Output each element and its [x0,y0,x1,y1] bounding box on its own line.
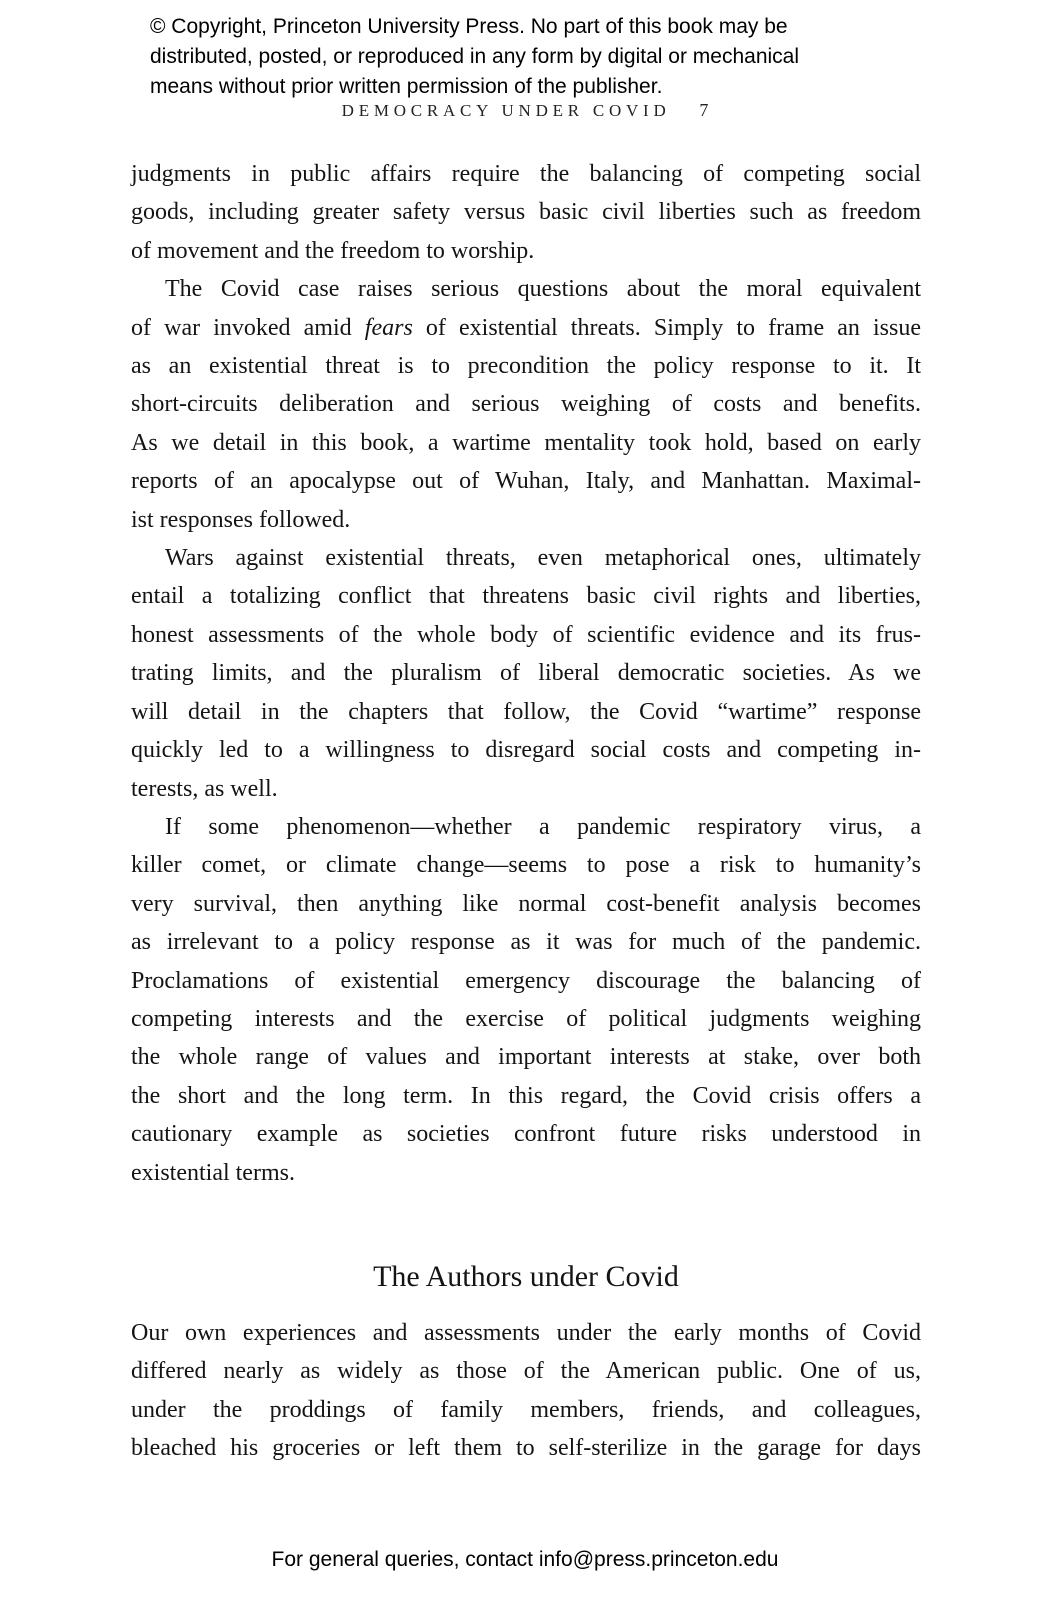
text-run: terests, as well. [131,775,278,802]
text-run: as irrelevant to a policy response as it was for much of the pandemic. [131,929,921,956]
text-line [131,193,921,231]
text-run: If some phenomenon—whether a pandemic respiratory virus, a [165,813,921,840]
text-line [131,846,921,884]
italic-run: fears [364,314,413,341]
text-run: killer comet, or climate change—seems to pose a risk to humanity’s [131,852,921,879]
text-run: Our own experiences and assessments under the early months of Covid [131,1319,921,1346]
text-line [131,501,921,539]
text-run: competing interests and the exercise of political judgments weighing [131,1005,921,1032]
text-line [131,347,921,385]
text-run: as an existential threat is to precondition the policy response to it. It [131,353,921,380]
text-run: short-circuits deliberation and serious weighing of costs and benefits. [131,391,921,418]
page-number: 7 [699,100,709,120]
text-run: quickly led to a willingness to disregard social costs and competing in- [131,737,921,764]
text-run: of movement and the freedom to worship. [131,237,535,264]
text-line [131,539,921,577]
paragraph [131,270,921,539]
text-line [131,1000,921,1038]
text-line [131,1038,921,1076]
text-line [131,770,921,808]
copyright-line-1: © Copyright, Princeton University Press. No part of this book may be [150,15,788,38]
paragraph [131,539,921,808]
text-run: of existential threats. Simply to frame an issue [412,314,922,341]
copyright-line-2: distributed, posted, or reproduced in any form by digital or mechanical [150,45,800,68]
text-run: under the proddings of family members, friends, and colleagues, [131,1396,921,1423]
running-header [0,100,1050,121]
text-run: differed nearly as widely as those of the American public. One of us, [131,1358,921,1385]
paragraph [131,808,921,1192]
text-line [131,616,921,654]
text-run: the whole range of values and important interests at stake, over both [131,1044,921,1071]
footer-contact: For general queries, contact info@press.princeton.edu [271,1548,779,1571]
text-run: of war invoked amid [131,314,365,341]
text-run: existential terms. [131,1159,295,1186]
text-line [131,232,921,270]
text-line [131,1391,921,1429]
text-line [131,654,921,692]
text-run: the short and the long term. In this regard, the Covid crisis offers a [131,1082,921,1109]
text-line [131,1314,921,1352]
text-line [131,808,921,846]
text-run: trating limits, and the pluralism of liberal democratic societies. As we [131,660,921,687]
text-line [131,424,921,462]
text-line [131,577,921,615]
text-run: reports of an apocalypse out of Wuhan, Italy, and Manhattan. Maximal- [131,468,921,495]
text-line [131,309,921,347]
text-run: The Covid case raises serious questions about the moral equivalent [165,276,921,303]
text-run: cautionary example as societies confront future risks understood in [131,1121,921,1148]
text-run: very survival, then anything like normal cost-benefit analysis becomes [131,890,921,917]
paragraph [131,1314,921,1468]
text-line [131,1154,921,1192]
text-line [131,270,921,308]
text-line [131,731,921,769]
text-run: As we detail in this book, a wartime mentality took hold, based on early [131,429,921,456]
text-line [131,462,921,500]
text-run: bleached his groceries or left them to self-sterilize in the garage for days [131,1435,921,1462]
text-run: entail a totalizing conflict that threatens basic civil rights and liberties, [131,583,921,610]
copyright-notice [150,12,910,102]
text-run: honest assessments of the whole body of scientific evidence and its frus- [131,621,921,648]
text-line [131,885,921,923]
text-line [131,1115,921,1153]
text-line [131,693,921,731]
text-run: Proclamations of existential emergency discourage the balancing of [131,967,921,994]
text-run: judgments in public affairs require the balancing of competing social [131,161,921,187]
section-heading: The Authors under Covid [373,1259,679,1293]
copyright-line-3: means without prior written permission of the publisher. [150,75,663,98]
text-line [131,1429,921,1467]
text-run: ist responses followed. [131,506,351,533]
text-run: Wars against existential threats, even metaphorical ones, ultimately [165,545,921,572]
text-line [131,923,921,961]
body-text [131,155,921,1468]
text-line [131,1352,921,1390]
paragraph [131,155,921,270]
running-header-title: DEMOCRACY UNDER COVID [341,101,671,120]
text-run: goods, including greater safety versus basic civil liberties such as freedom [131,199,921,226]
text-line [131,1077,921,1115]
text-line [131,155,921,193]
text-run: will detail in the chapters that follow, the Covid “wartime” response [131,698,921,725]
text-line [131,962,921,1000]
text-line [131,385,921,423]
